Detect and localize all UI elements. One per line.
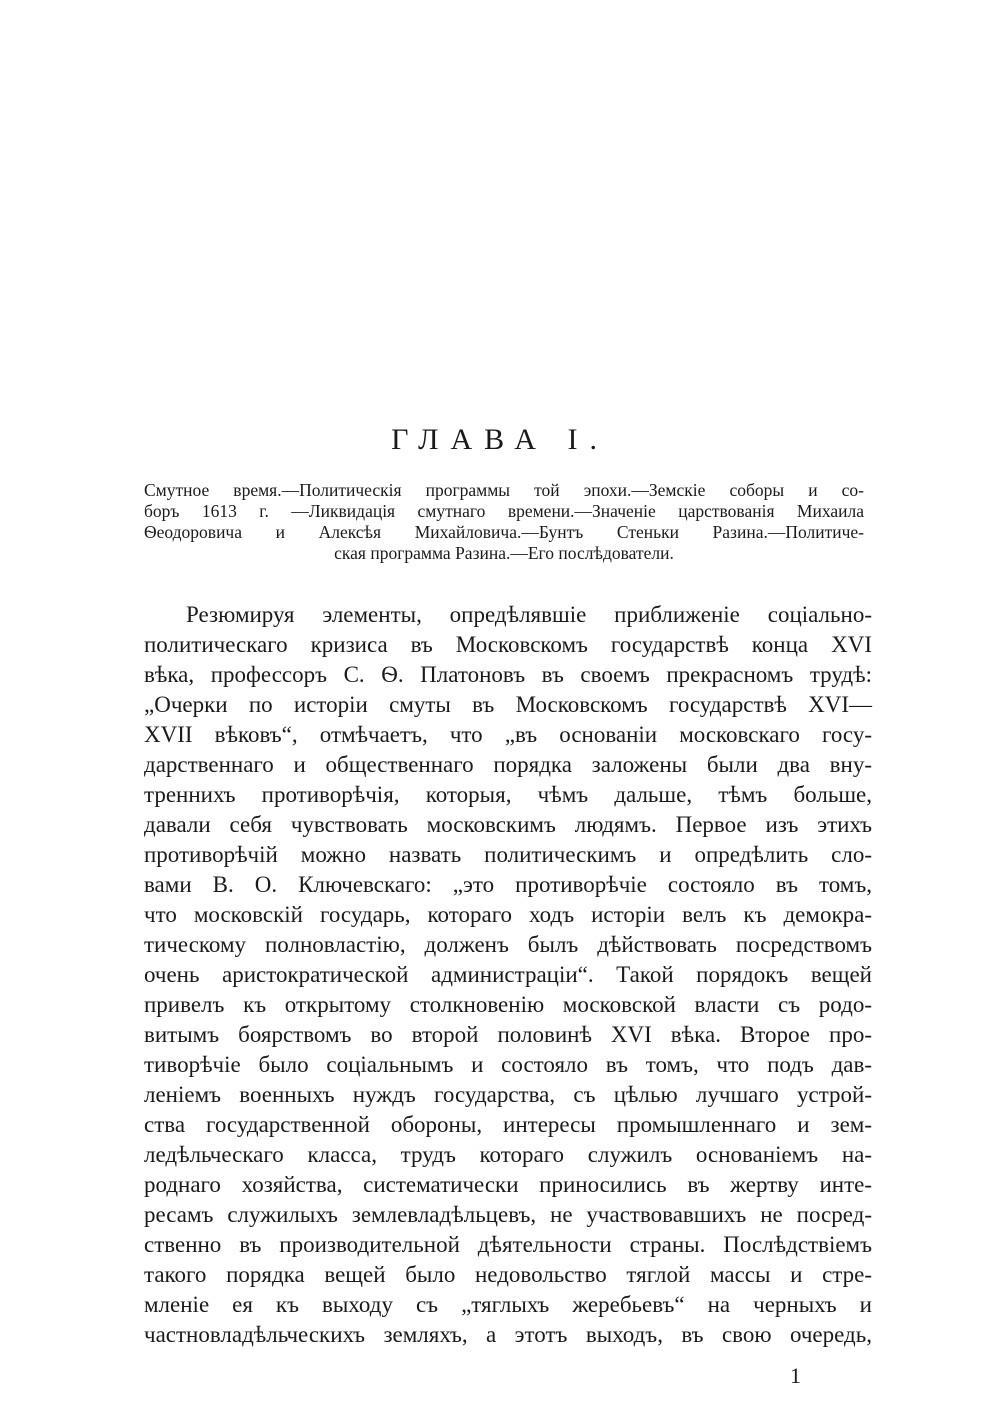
summary-line: Ѳеодоровича и Алексѣя Михайловича.—Бунтъ Стеньки Разина.—Политиче- (144, 522, 864, 542)
body-line: привелъ къ открытому столкновенію московской власти съ родо- (144, 992, 872, 1017)
body-line: дарственнаго и общественнаго порядка заложены были два вну- (144, 752, 872, 777)
body-line: роднаго хозяйства, систематически приносились въ жертву инте- (144, 1172, 872, 1197)
body-line: мленіе ея къ выходу съ „тяглыхъ жеребьевъ“ на черныхъ и (144, 1292, 872, 1317)
body-text (144, 600, 872, 1350)
body-line: политическаго кризиса въ Московскомъ государствѣ конца XVI (144, 632, 872, 657)
body-line: треннихъ противорѣчія, которыя, чѣмъ дальше, тѣмъ больше, (144, 782, 872, 807)
body-line: вами В. О. Ключевскаго: „это противорѣчіе состояло въ томъ, (144, 872, 872, 897)
body-line: ресамъ служилыхъ землевладѣльцевъ, не участвовавшихъ не посред- (144, 1202, 872, 1227)
body-line: частновладѣльческихъ земляхъ, а этотъ выходъ, въ свою очередь, (144, 1322, 872, 1347)
body-line: тиворѣчіе было соціальнымъ и состояло въ томъ, что подъ дав- (144, 1052, 872, 1077)
body-line: Резюмируя элементы, опредѣлявшіе приближеніе соціально- (186, 602, 872, 627)
chapter-summary (144, 480, 864, 564)
body-line: ственно въ производительной дѣятельности страны. Послѣдствіемъ (144, 1232, 872, 1257)
summary-line: боръ 1613 г. —Ликвидація смутнаго времени.—Значеніе царствованія Михаила (144, 501, 864, 521)
body-line: что московскій государь, котораго ходъ исторіи велъ къ демокра- (144, 902, 872, 927)
summary-line: ская программа Разина.—Его послѣдователи. (334, 543, 674, 563)
body-line: противорѣчій можно назвать политическимъ и опредѣлить сло- (144, 842, 872, 867)
body-line: такого порядка вещей было недовольство тяглой массы и стре- (144, 1262, 872, 1287)
chapter-title: ГЛАВА I. (391, 423, 609, 456)
summary-line: Смутное время.—Политическія программы той эпохи.—Земскіе соборы и со- (144, 480, 864, 500)
body-line: давали себя чувствовать московскимъ людямъ. Первое изъ этихъ (144, 812, 872, 837)
body-line: ства государственной обороны, интересы промышленнаго и зем- (144, 1112, 872, 1137)
body-line: XVII вѣковъ“, отмѣчаетъ, что „въ основаніи московскаго госу- (144, 722, 872, 747)
body-line: очень аристократической администраціи“. Такой порядокъ вещей (144, 962, 872, 987)
body-line: ледѣльческаго класса, трудъ котораго служилъ основаніемъ на- (144, 1142, 872, 1167)
body-line: вѣка, профессоръ С. Ѳ. Платоновъ въ своемъ прекрасномъ трудѣ: (144, 662, 872, 687)
body-line: витымъ боярствомъ во второй половинѣ XVI вѣка. Второе про- (144, 1022, 872, 1047)
body-line: „Очерки по исторіи смуты въ Московскомъ государствѣ XVI— (144, 692, 872, 717)
body-line: леніемъ военныхъ нуждъ государства, съ цѣлью лучшаго устрой- (144, 1082, 872, 1107)
page-number: 1 (790, 1363, 801, 1388)
body-line: тическому полновластію, долженъ былъ дѣйствовать посредствомъ (144, 932, 872, 957)
